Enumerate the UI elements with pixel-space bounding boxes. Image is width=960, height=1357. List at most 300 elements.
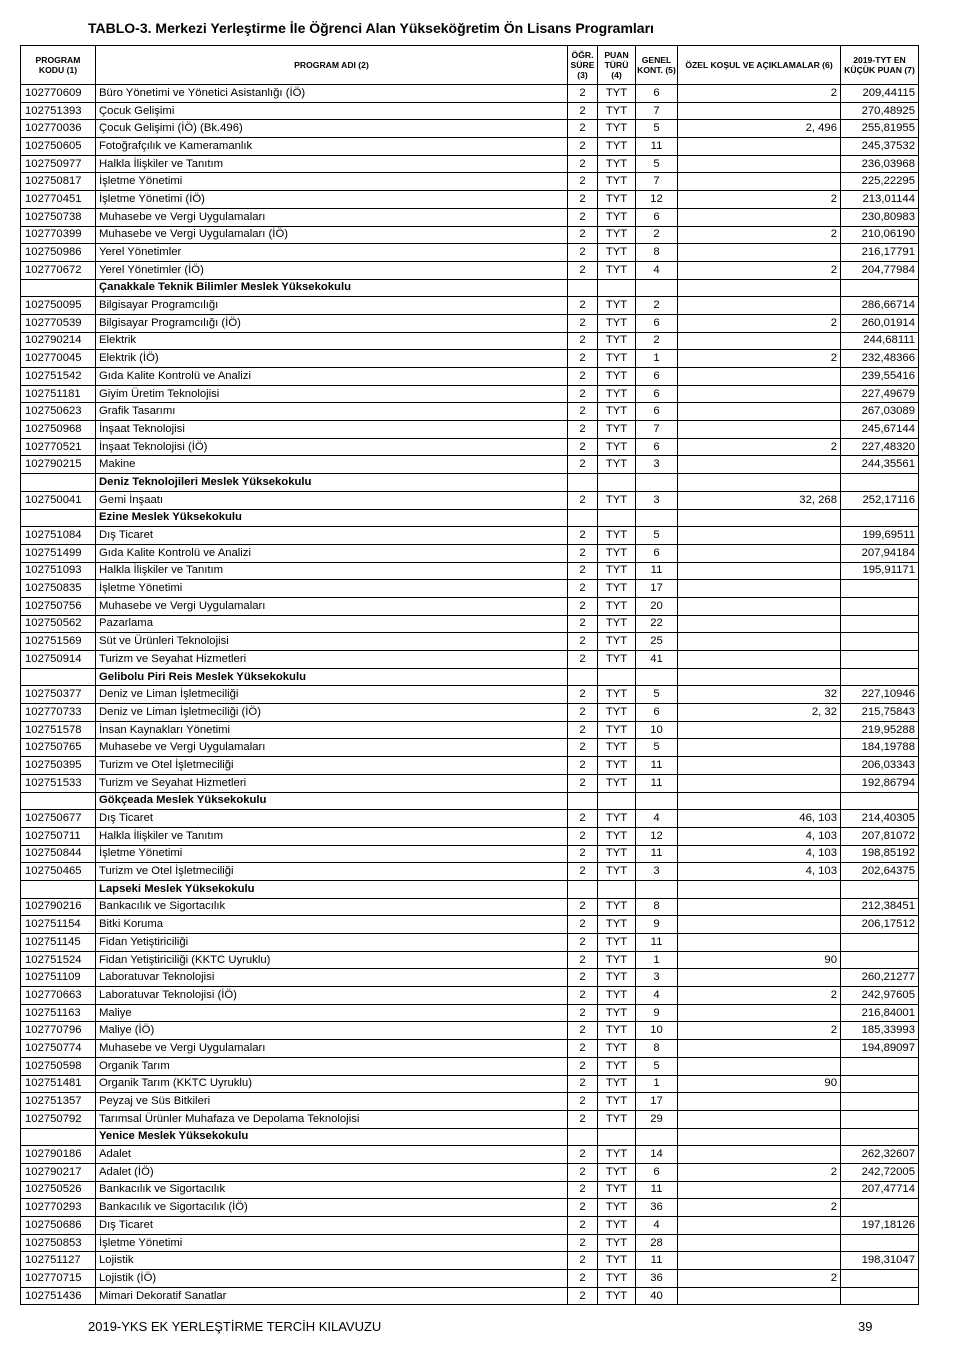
- min-score-cell: 213,01144: [841, 191, 919, 209]
- conditions-cell: [678, 1252, 841, 1270]
- program-name-cell: Laboratuvar Teknolojisi: [96, 969, 568, 987]
- section-title: Gelibolu Piri Reis Meslek Yüksekokulu: [96, 668, 568, 686]
- program-name-cell: Muhasebe ve Vergi Uygulamaları: [96, 1040, 568, 1058]
- score-type-cell: TYT: [598, 1004, 636, 1022]
- table-row: [21, 385, 919, 403]
- program-name-cell: Fidan Yetiştiriciliği: [96, 934, 568, 952]
- section-row: [21, 509, 919, 527]
- duration-cell: 2: [568, 226, 598, 244]
- program-code-cell: 102751436: [21, 1287, 96, 1305]
- program-code-cell: 102790214: [21, 332, 96, 350]
- table-row: [21, 810, 919, 828]
- program-code-cell: 102751542: [21, 368, 96, 386]
- quota-cell: 20: [636, 597, 678, 615]
- score-type-cell: TYT: [598, 368, 636, 386]
- program-code-cell: 102750977: [21, 155, 96, 173]
- table-row: [21, 332, 919, 350]
- score-type-cell: TYT: [598, 1057, 636, 1075]
- conditions-cell: 90: [678, 951, 841, 969]
- conditions-cell: [678, 1181, 841, 1199]
- score-type-cell: TYT: [598, 456, 636, 474]
- conditions-cell: 4, 103: [678, 827, 841, 845]
- duration-cell: 2: [568, 438, 598, 456]
- programs-table: [20, 45, 919, 1305]
- section-empty-cell: [841, 474, 919, 492]
- table-row: [21, 774, 919, 792]
- section-empty-cell: [636, 880, 678, 898]
- program-name-cell: Turizm ve Otel İşletmeciliği: [96, 863, 568, 881]
- score-type-cell: TYT: [598, 208, 636, 226]
- conditions-cell: 4, 103: [678, 845, 841, 863]
- min-score-cell: [841, 651, 919, 669]
- program-name-cell: Maliye (İÖ): [96, 1022, 568, 1040]
- program-code-cell: 102770663: [21, 987, 96, 1005]
- program-name-cell: Dış Ticaret: [96, 1217, 568, 1235]
- conditions-cell: [678, 544, 841, 562]
- program-name-cell: Elektrik (İÖ): [96, 350, 568, 368]
- quota-cell: 4: [636, 810, 678, 828]
- conditions-cell: [678, 297, 841, 315]
- table-row: [21, 916, 919, 934]
- program-code-cell: 102770399: [21, 226, 96, 244]
- score-type-cell: TYT: [598, 810, 636, 828]
- min-score-cell: 227,49679: [841, 385, 919, 403]
- duration-cell: 2: [568, 332, 598, 350]
- duration-cell: 2: [568, 827, 598, 845]
- score-type-cell: TYT: [598, 704, 636, 722]
- quota-cell: 8: [636, 1040, 678, 1058]
- section-empty-cell: [598, 668, 636, 686]
- table-row: [21, 527, 919, 545]
- table-row: [21, 173, 919, 191]
- program-code-cell: 102750756: [21, 597, 96, 615]
- conditions-cell: [678, 1040, 841, 1058]
- program-name-cell: İnşaat Teknolojisi (İÖ): [96, 438, 568, 456]
- min-score-cell: 270,48925: [841, 102, 919, 120]
- conditions-cell: [678, 385, 841, 403]
- table-row: [21, 1217, 919, 1235]
- duration-cell: 2: [568, 1163, 598, 1181]
- program-name-cell: Halkla İlişkiler ve Tanıtım: [96, 827, 568, 845]
- duration-cell: 2: [568, 261, 598, 279]
- program-name-cell: Deniz ve Liman İşletmeciliği (İÖ): [96, 704, 568, 722]
- table-row: [21, 845, 919, 863]
- table-row: [21, 403, 919, 421]
- duration-cell: 2: [568, 686, 598, 704]
- section-empty-cell: [841, 668, 919, 686]
- quota-cell: 22: [636, 615, 678, 633]
- program-name-cell: Fidan Yetiştiriciliği (KKTC Uyruklu): [96, 951, 568, 969]
- program-code-cell: 102750774: [21, 1040, 96, 1058]
- program-code-cell: 102751357: [21, 1093, 96, 1111]
- program-code-cell: 102751181: [21, 385, 96, 403]
- table-row: [21, 580, 919, 598]
- section-empty-cell: [841, 279, 919, 297]
- table-row: [21, 1163, 919, 1181]
- program-code-cell: 102770796: [21, 1022, 96, 1040]
- program-name-cell: Bankacılık ve Sigortacılık: [96, 898, 568, 916]
- min-score-cell: 206,03343: [841, 757, 919, 775]
- quota-cell: 5: [636, 527, 678, 545]
- quota-cell: 11: [636, 138, 678, 156]
- table-row: [21, 438, 919, 456]
- conditions-cell: 2: [678, 85, 841, 103]
- quota-cell: 14: [636, 1146, 678, 1164]
- score-type-cell: TYT: [598, 1022, 636, 1040]
- duration-cell: 2: [568, 845, 598, 863]
- quota-cell: 1: [636, 350, 678, 368]
- conditions-cell: [678, 1287, 841, 1305]
- score-type-cell: TYT: [598, 580, 636, 598]
- quota-cell: 11: [636, 757, 678, 775]
- duration-cell: 2: [568, 1022, 598, 1040]
- min-score-cell: 255,81955: [841, 120, 919, 138]
- conditions-cell: 2: [678, 987, 841, 1005]
- score-type-cell: TYT: [598, 350, 636, 368]
- quota-cell: 5: [636, 739, 678, 757]
- program-name-cell: Turizm ve Seyahat Hizmetleri: [96, 651, 568, 669]
- program-name-cell: Süt ve Ürünleri Teknolojisi: [96, 633, 568, 651]
- conditions-cell: 90: [678, 1075, 841, 1093]
- score-type-cell: TYT: [598, 987, 636, 1005]
- section-row: [21, 792, 919, 810]
- min-score-cell: [841, 951, 919, 969]
- quota-cell: 6: [636, 385, 678, 403]
- quota-cell: 7: [636, 421, 678, 439]
- section-title: Ezine Meslek Yüksekokulu: [96, 509, 568, 527]
- program-code-cell: 102750844: [21, 845, 96, 863]
- min-score-cell: 192,86794: [841, 774, 919, 792]
- min-score-cell: 262,32607: [841, 1146, 919, 1164]
- duration-cell: 2: [568, 704, 598, 722]
- table-row: [21, 368, 919, 386]
- program-name-cell: Muhasebe ve Vergi Uygulamaları (İÖ): [96, 226, 568, 244]
- conditions-cell: 2: [678, 261, 841, 279]
- conditions-cell: [678, 739, 841, 757]
- score-type-cell: TYT: [598, 1093, 636, 1111]
- min-score-cell: [841, 1057, 919, 1075]
- duration-cell: 2: [568, 1234, 598, 1252]
- quota-cell: 6: [636, 438, 678, 456]
- program-name-cell: Halkla İlişkiler ve Tanıtım: [96, 562, 568, 580]
- duration-cell: 2: [568, 1287, 598, 1305]
- table-body: [21, 85, 919, 1305]
- min-score-cell: [841, 1199, 919, 1217]
- table-row: [21, 261, 919, 279]
- duration-cell: 2: [568, 615, 598, 633]
- table-row: [21, 757, 919, 775]
- program-code-cell: 102770672: [21, 261, 96, 279]
- section-empty-cell: [841, 1128, 919, 1146]
- program-code-cell: 102770036: [21, 120, 96, 138]
- program-name-cell: Maliye: [96, 1004, 568, 1022]
- score-type-cell: TYT: [598, 403, 636, 421]
- program-code-cell: 102750465: [21, 863, 96, 881]
- conditions-cell: [678, 421, 841, 439]
- table-row: [21, 969, 919, 987]
- duration-cell: 2: [568, 527, 598, 545]
- table-row: [21, 314, 919, 332]
- program-name-cell: Gemi İnşaatı: [96, 491, 568, 509]
- score-type-cell: TYT: [598, 102, 636, 120]
- conditions-cell: [678, 456, 841, 474]
- section-row: [21, 279, 919, 297]
- duration-cell: 2: [568, 580, 598, 598]
- min-score-cell: 260,21277: [841, 969, 919, 987]
- conditions-cell: [678, 651, 841, 669]
- program-code-cell: 102750792: [21, 1110, 96, 1128]
- conditions-cell: [678, 1110, 841, 1128]
- program-name-cell: İşletme Yönetimi (İÖ): [96, 191, 568, 209]
- table-row: [21, 1199, 919, 1217]
- program-code-cell: 102770451: [21, 191, 96, 209]
- section-code-cell: [21, 279, 96, 297]
- score-type-cell: TYT: [598, 1234, 636, 1252]
- conditions-cell: 2: [678, 1270, 841, 1288]
- table-row: [21, 686, 919, 704]
- score-type-cell: TYT: [598, 438, 636, 456]
- section-empty-cell: [636, 509, 678, 527]
- quota-cell: 40: [636, 1287, 678, 1305]
- min-score-cell: 198,31047: [841, 1252, 919, 1270]
- score-type-cell: TYT: [598, 527, 636, 545]
- program-name-cell: Adalet: [96, 1146, 568, 1164]
- table-row: [21, 1022, 919, 1040]
- program-name-cell: Çocuk Gelişimi: [96, 102, 568, 120]
- program-code-cell: 102770733: [21, 704, 96, 722]
- min-score-cell: 267,03089: [841, 403, 919, 421]
- quota-cell: 5: [636, 155, 678, 173]
- min-score-cell: 227,48320: [841, 438, 919, 456]
- score-type-cell: TYT: [598, 597, 636, 615]
- score-type-cell: TYT: [598, 1270, 636, 1288]
- program-code-cell: 102751163: [21, 1004, 96, 1022]
- conditions-cell: [678, 1217, 841, 1235]
- quota-cell: 9: [636, 1004, 678, 1022]
- program-name-cell: Yerel Yönetimler (İÖ): [96, 261, 568, 279]
- score-type-cell: TYT: [598, 633, 636, 651]
- section-empty-cell: [678, 880, 841, 898]
- section-empty-cell: [568, 279, 598, 297]
- quota-cell: 36: [636, 1270, 678, 1288]
- program-name-cell: Peyzaj ve Süs Bitkileri: [96, 1093, 568, 1111]
- table-row: [21, 1110, 919, 1128]
- program-code-cell: 102750817: [21, 173, 96, 191]
- section-empty-cell: [636, 1128, 678, 1146]
- conditions-cell: [678, 368, 841, 386]
- score-type-cell: TYT: [598, 898, 636, 916]
- min-score-cell: 209,44115: [841, 85, 919, 103]
- program-name-cell: Muhasebe ve Vergi Uygulamaları: [96, 597, 568, 615]
- program-code-cell: 102750395: [21, 757, 96, 775]
- conditions-cell: 32: [678, 686, 841, 704]
- program-code-cell: 102770293: [21, 1199, 96, 1217]
- duration-cell: 2: [568, 102, 598, 120]
- program-code-cell: 102790186: [21, 1146, 96, 1164]
- min-score-cell: 245,37532: [841, 138, 919, 156]
- conditions-cell: [678, 138, 841, 156]
- quota-cell: 25: [636, 633, 678, 651]
- conditions-cell: 2: [678, 1022, 841, 1040]
- min-score-cell: 212,38451: [841, 898, 919, 916]
- table-row: [21, 951, 919, 969]
- program-code-cell: 102750914: [21, 651, 96, 669]
- score-type-cell: TYT: [598, 1199, 636, 1217]
- table-row: [21, 1270, 919, 1288]
- program-code-cell: 102750835: [21, 580, 96, 598]
- conditions-cell: [678, 403, 841, 421]
- program-name-cell: Fotoğrafçılık ve Kameramanlık: [96, 138, 568, 156]
- conditions-cell: 4, 103: [678, 863, 841, 881]
- min-score-cell: 216,17791: [841, 244, 919, 262]
- conditions-cell: [678, 527, 841, 545]
- quota-cell: 3: [636, 863, 678, 881]
- duration-cell: 2: [568, 421, 598, 439]
- score-type-cell: TYT: [598, 739, 636, 757]
- program-code-cell: 102750562: [21, 615, 96, 633]
- section-row: [21, 1128, 919, 1146]
- program-name-cell: İnsan Kaynakları Yönetimi: [96, 721, 568, 739]
- conditions-cell: [678, 1146, 841, 1164]
- duration-cell: 2: [568, 155, 598, 173]
- duration-cell: 2: [568, 1110, 598, 1128]
- min-score-cell: [841, 1075, 919, 1093]
- conditions-cell: [678, 969, 841, 987]
- min-score-cell: [841, 1234, 919, 1252]
- quota-cell: 1: [636, 951, 678, 969]
- section-title: Deniz Teknolojileri Meslek Yüksekokulu: [96, 474, 568, 492]
- quota-cell: 5: [636, 120, 678, 138]
- section-empty-cell: [678, 279, 841, 297]
- table-row: [21, 350, 919, 368]
- min-score-cell: 207,81072: [841, 827, 919, 845]
- duration-cell: 2: [568, 562, 598, 580]
- min-score-cell: [841, 597, 919, 615]
- score-type-cell: TYT: [598, 615, 636, 633]
- min-score-cell: 219,95288: [841, 721, 919, 739]
- min-score-cell: 210,06190: [841, 226, 919, 244]
- program-code-cell: 102751093: [21, 562, 96, 580]
- program-name-cell: Tarımsal Ürünler Muhafaza ve Depolama Teknolojisi: [96, 1110, 568, 1128]
- quota-cell: 9: [636, 916, 678, 934]
- score-type-cell: TYT: [598, 314, 636, 332]
- program-code-cell: 102750968: [21, 421, 96, 439]
- conditions-cell: [678, 916, 841, 934]
- min-score-cell: 244,35561: [841, 456, 919, 474]
- conditions-cell: [678, 1057, 841, 1075]
- program-code-cell: 102751109: [21, 969, 96, 987]
- min-score-cell: 185,33993: [841, 1022, 919, 1040]
- score-type-cell: TYT: [598, 916, 636, 934]
- min-score-cell: 214,40305: [841, 810, 919, 828]
- section-empty-cell: [598, 792, 636, 810]
- quota-cell: 4: [636, 1217, 678, 1235]
- conditions-cell: 2, 32: [678, 704, 841, 722]
- section-empty-cell: [598, 880, 636, 898]
- score-type-cell: TYT: [598, 1075, 636, 1093]
- conditions-cell: [678, 774, 841, 792]
- score-type-cell: TYT: [598, 544, 636, 562]
- header-score-type: PUAN TÜRÜ (4): [598, 46, 636, 85]
- program-name-cell: Makine: [96, 456, 568, 474]
- duration-cell: 2: [568, 173, 598, 191]
- table-row: [21, 1252, 919, 1270]
- min-score-cell: 242,97605: [841, 987, 919, 1005]
- program-name-cell: Bilgisayar Programcılığı (İÖ): [96, 314, 568, 332]
- duration-cell: 2: [568, 757, 598, 775]
- table-row: [21, 208, 919, 226]
- section-empty-cell: [636, 279, 678, 297]
- score-type-cell: TYT: [598, 120, 636, 138]
- duration-cell: 2: [568, 863, 598, 881]
- min-score-cell: 230,80983: [841, 208, 919, 226]
- min-score-cell: 202,64375: [841, 863, 919, 881]
- footer-guide-title: 2019-YKS EK YERLEŞTİRME TERCİH KILAVUZU: [88, 1319, 382, 1334]
- quota-cell: 6: [636, 403, 678, 421]
- score-type-cell: TYT: [598, 827, 636, 845]
- conditions-cell: 46, 103: [678, 810, 841, 828]
- min-score-cell: 252,17116: [841, 491, 919, 509]
- min-score-cell: [841, 580, 919, 598]
- duration-cell: 2: [568, 138, 598, 156]
- duration-cell: 2: [568, 810, 598, 828]
- score-type-cell: TYT: [598, 138, 636, 156]
- program-code-cell: 102770521: [21, 438, 96, 456]
- table-row: [21, 120, 919, 138]
- program-code-cell: 102750677: [21, 810, 96, 828]
- quota-cell: 10: [636, 721, 678, 739]
- quota-cell: 7: [636, 102, 678, 120]
- conditions-cell: [678, 562, 841, 580]
- table-row: [21, 934, 919, 952]
- table-row: [21, 102, 919, 120]
- conditions-cell: [678, 102, 841, 120]
- score-type-cell: TYT: [598, 1287, 636, 1305]
- table-row: [21, 1146, 919, 1164]
- duration-cell: 2: [568, 969, 598, 987]
- program-name-cell: Muhasebe ve Vergi Uygulamaları: [96, 739, 568, 757]
- conditions-cell: 2: [678, 191, 841, 209]
- program-name-cell: Mimari Dekoratif Sanatlar: [96, 1287, 568, 1305]
- min-score-cell: 206,17512: [841, 916, 919, 934]
- program-code-cell: 102751154: [21, 916, 96, 934]
- duration-cell: 2: [568, 951, 598, 969]
- section-code-cell: [21, 474, 96, 492]
- program-name-cell: Bilgisayar Programcılığı: [96, 297, 568, 315]
- quota-cell: 6: [636, 85, 678, 103]
- quota-cell: 36: [636, 1199, 678, 1217]
- duration-cell: 2: [568, 120, 598, 138]
- duration-cell: 2: [568, 297, 598, 315]
- min-score-cell: 232,48366: [841, 350, 919, 368]
- min-score-cell: 216,84001: [841, 1004, 919, 1022]
- table-row: [21, 987, 919, 1005]
- duration-cell: 2: [568, 1057, 598, 1075]
- quota-cell: 6: [636, 314, 678, 332]
- program-code-cell: 102770609: [21, 85, 96, 103]
- duration-cell: 2: [568, 208, 598, 226]
- conditions-cell: [678, 898, 841, 916]
- section-row: [21, 474, 919, 492]
- duration-cell: 2: [568, 987, 598, 1005]
- section-empty-cell: [636, 668, 678, 686]
- section-row: [21, 668, 919, 686]
- duration-cell: 2: [568, 916, 598, 934]
- score-type-cell: TYT: [598, 1181, 636, 1199]
- quota-cell: 8: [636, 898, 678, 916]
- page-title: TABLO-3. Merkezi Yerleştirme İle Öğrenci Alan Yükseköğretim Ön Lisans Programları: [88, 20, 654, 36]
- min-score-cell: 225,22295: [841, 173, 919, 191]
